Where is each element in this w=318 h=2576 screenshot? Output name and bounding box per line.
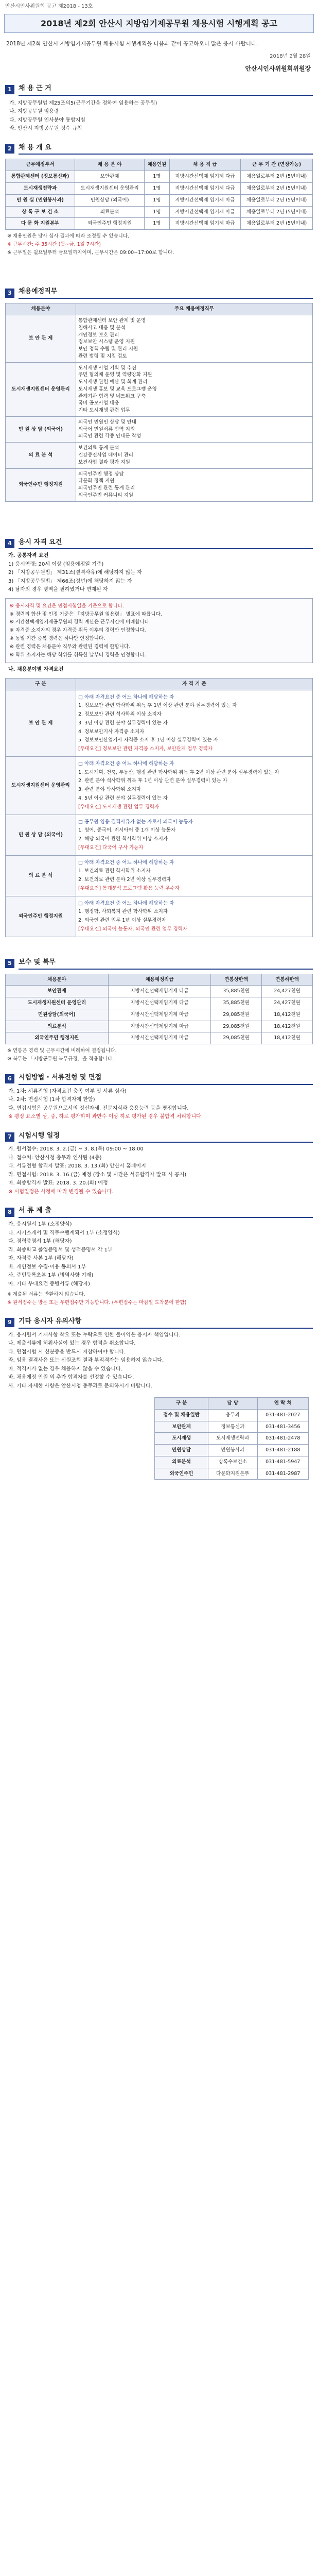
table-cell: 정보통신과	[208, 1421, 257, 1433]
table-cell: 031-481-2478	[257, 1433, 308, 1445]
notice-item: ※ 응시자격 및 요건은 면접시험일을 기준으로 합니다.	[10, 603, 124, 609]
duty-item: 도시재생 관련 예산 및 회계 관리	[78, 379, 148, 385]
notice-item: ※ 경력의 합산 및 인정 기준은 「지방공무원 임용령」 별표에 따릅니다.	[10, 611, 162, 617]
table-row	[155, 1409, 309, 1421]
table-cell: 도시재생	[155, 1433, 208, 1445]
table-header: 구 분	[6, 678, 76, 690]
section-1-header	[5, 84, 313, 96]
notice-item: ※ 관련 경력은 채용분야 직무와 관련된 경력에 한합니다.	[10, 643, 131, 650]
preferred-requirements: [우대요건] 다국어 구사 가능자	[78, 844, 144, 851]
list-item: 사. 주민등록초본 1부 (병역사항 기재)	[8, 1273, 94, 1279]
criteria-item: 1. 도시계획, 건축, 부동산, 행정 관련 학사학위 취득 후 2년 이상 관련 분야 실무경력이 있는 자	[78, 769, 279, 775]
list-item: 마. 최종합격자 발표: 2018. 3. 20.(화) 예정	[8, 1180, 108, 1187]
note-item: ※ 복무는 「지방공무원 복무규정」을 적용합니다.	[7, 1056, 114, 1062]
duty-field: 외국인주민 행정지원	[6, 468, 76, 501]
duty-item: 침해사고 대응 및 분석	[78, 325, 126, 331]
table-cell: 35,885천원	[211, 986, 262, 997]
table-cell: 지방시간선택제임기제 마급	[108, 1009, 210, 1021]
list-item: 나. 2차: 면접시험 (1차 합격자에 한함)	[8, 1097, 95, 1103]
duty-item: 관련 법령 및 지침 검토	[78, 353, 127, 359]
breadcrumb: 안산시인사위원회 공고 제2018 - 13호	[5, 4, 93, 9]
table-cell: 민원봉사과	[208, 1445, 257, 1456]
table-cell: 35,885천원	[211, 997, 262, 1009]
table-row	[155, 1433, 309, 1445]
list-item: 가. 원서접수: 2018. 3. 2.(금) ~ 3. 8.(목) 09:00 ~ 18:00	[8, 1146, 144, 1153]
table-row	[6, 171, 313, 183]
notice-item: ※ 자격증 소지자의 경우 자격증 취득 이후의 경력만 인정합니다.	[10, 628, 146, 634]
duty-item: 보안 정책 수립 및 관리 지원	[78, 346, 138, 352]
table-cell: 다 문 화 지원본부	[6, 218, 75, 230]
table-cell: 1명	[145, 194, 169, 206]
legal-basis-list	[9, 100, 309, 133]
table-cell: 상록수보건소	[208, 1456, 257, 1468]
criteria-item: 1. 행정학, 사회복지 관련 학사학위 소지자	[78, 909, 168, 915]
list-item: 나. 지방공무원 임용령	[9, 109, 59, 115]
list-item: 가. 지방공무원법 제25조의5(근무기간을 정하여 임용하는 공무원)	[9, 100, 157, 106]
list-item: 아. 기타 우대요건 증빙서류 (해당자)	[8, 1281, 90, 1287]
duty-item: 국비 공모사업 대응	[78, 400, 119, 406]
recruitment-overview-table	[5, 159, 313, 230]
duty-field: 보 안 관 제	[6, 315, 76, 362]
list-item: 마. 자격증 사본 1부 (해당자)	[8, 1256, 74, 1262]
list-item: 다. 경력증명서 1부 (해당자)	[8, 1239, 72, 1245]
criteria-item: 2. 보건의료 관련 분야 2년 이상 실무경력자	[78, 877, 171, 883]
table-cell: 민원상담(외국어)	[6, 1009, 109, 1021]
table-cell: 1명	[145, 218, 169, 230]
table-cell: 031-481-2027	[257, 1409, 308, 1421]
table-cell: 지방시간선택제임기제 마급	[108, 1021, 210, 1032]
notices-list	[8, 1332, 310, 1391]
section-9-header	[5, 1317, 313, 1329]
list-item: 2) 「지방공무원법」 제31조(결격사유)에 해당하지 않는 자	[8, 570, 142, 576]
table-cell: 1명	[145, 183, 169, 195]
duty-item: 외국인주민 행정 상담	[78, 471, 124, 477]
table-cell: 채용일로부터 2년 (5년이내)	[241, 183, 313, 195]
table-cell: 민원상담	[155, 1445, 208, 1456]
table-row	[6, 194, 313, 206]
duty-list	[76, 416, 313, 442]
table-cell: 외국인주민 행정지원	[6, 1032, 109, 1044]
criteria-item: 4. 5년 이상 관련 분야 실무경력이 있는 자	[78, 795, 168, 801]
section-number: 6	[5, 1074, 14, 1083]
duty-item: 외국인 민원인 상담 및 안내	[78, 419, 137, 425]
section-number: 7	[5, 1132, 14, 1142]
duty-item: 기타 도시재생 관련 업무	[78, 408, 130, 414]
table-cell: 의료분석	[75, 206, 144, 218]
intro-text	[6, 40, 312, 48]
table-cell: 18,412천원	[262, 1021, 313, 1032]
duty-item: 보건의료 통계 분석	[78, 445, 119, 451]
qualification-criteria	[76, 756, 313, 815]
duty-item: 보건사업 결과 평가 지원	[78, 459, 130, 465]
section-4-header	[5, 538, 313, 550]
section-number: 3	[5, 289, 14, 298]
criteria-item: 1. 보건의료 관련 학사학위 소지자	[78, 868, 151, 874]
table-cell: 채용일로부터 2년 (5년이내)	[241, 218, 313, 230]
section-title: 채 용 개 요	[19, 143, 313, 155]
criteria-item: 2. 정보보안 관련 석사학위 이상 소지자	[78, 711, 162, 718]
issuing-org: 안산시인사위원회위원장	[245, 65, 311, 73]
duty-item: 외국인주민 관련 통계 관리	[78, 485, 135, 492]
list-item: 다. 지방공무원 인사분야 통합지침	[9, 117, 85, 123]
contact-table	[154, 1397, 309, 1480]
list-item: 4) 남자의 경우 병역을 필하였거나 면제된 자	[8, 587, 108, 593]
documents-notes	[7, 1291, 311, 1307]
table-cell: 18,412천원	[262, 1032, 313, 1044]
section-title: 채용예정직무	[19, 287, 313, 299]
criteria-item: □ 아래 자격요건 중 어느 하나에 해당하는 자	[78, 760, 174, 767]
criteria-item: 2. 외국인 관련 업무 1년 이상 실무경력자	[78, 918, 166, 924]
table-cell: 접수 및 채용일반	[155, 1409, 208, 1421]
duty-item: 다문화 정책 지원	[78, 478, 115, 484]
table-cell: 지방시간선택제 임기제 다급	[169, 183, 241, 195]
duty-item: 도시재생 홍보 및 교육 프로그램 운영	[78, 386, 157, 392]
schedule-list	[8, 1146, 310, 1196]
criteria-item: 2. 해당 외국어 관련 학사학위 이상 소지자	[78, 836, 168, 842]
job-duties-table	[5, 303, 313, 501]
salary-notes	[7, 1047, 311, 1063]
section-number: 9	[5, 1318, 14, 1327]
duty-item: 통합관제센터 보안 관제 및 운영	[78, 317, 146, 324]
table-cell: 의료분석	[155, 1456, 208, 1468]
table-cell: 외국인주민 행정지원	[75, 218, 144, 230]
section-3-header	[5, 287, 313, 299]
criteria-item: 4. 정보보안기사 자격증 소지자	[78, 728, 145, 735]
qualification-field: 외국인주민 행정지원	[6, 896, 76, 937]
table-cell: 1명	[145, 171, 169, 183]
table-row	[6, 1032, 313, 1044]
table-header: 연봉상한액	[211, 974, 262, 986]
table-header: 연 락 처	[257, 1398, 308, 1410]
table-cell: 지방시간선택제임기제 다급	[108, 997, 210, 1009]
list-item: 바. 개인정보 수집·이용 동의서 1부	[8, 1264, 86, 1270]
documents-list	[8, 1221, 310, 1288]
table-cell: 29,085천원	[211, 1009, 262, 1021]
table-cell: 도시재생전략과	[6, 183, 75, 195]
list-item: 라. 안산시 지방공무원 정수 규칙	[9, 126, 82, 132]
duty-item: 관계기관 협력 및 네트워크 구축	[78, 393, 146, 399]
notice-item: ※ 학위 소지자는 해당 학위를 취득한 날부터 경력을 인정합니다.	[10, 652, 146, 658]
list-item: 나. 자기소개서 및 직무수행계획서 1부 (소정양식)	[8, 1230, 120, 1236]
table-cell: 총무과	[208, 1409, 257, 1421]
table-header: 채 용 분 야	[75, 159, 144, 171]
table-row	[6, 815, 313, 855]
table-cell: 031-481-2188	[257, 1445, 308, 1456]
subsection-title: 나. 채용분야별 자격요건	[8, 667, 64, 673]
table-cell: 24,427천원	[262, 986, 313, 997]
section-title: 시험방법 · 서류전형 및 면접	[19, 1073, 313, 1085]
criteria-item: 2. 관련 분야 석사학위 취득 후 1년 이상 관련 분야 실무경력이 있는 자	[78, 778, 227, 784]
list-item: 나. 접수처: 안산시청 총무과 인사팀 (4층)	[8, 1155, 102, 1161]
criteria-item: 5. 정보보안산업기사 자격증 소지 후 1년 이상 실무경력이 있는 자	[78, 737, 218, 743]
table-cell: 031-481-3456	[257, 1421, 308, 1433]
table-cell: 채용일로부터 2년 (5년이내)	[241, 171, 313, 183]
section-number: 8	[5, 1208, 14, 1217]
duty-item: 주민 협의체 운영 및 역량강화 지원	[78, 372, 152, 378]
table-row	[155, 1445, 309, 1456]
list-item: ※ 평정 요소별 상, 중, 하로 평가하며 과반수 이상 하로 평가된 경우 불합격 처리합니다.	[8, 1114, 203, 1120]
table-cell: 외국인주민	[155, 1468, 208, 1480]
section-title: 보수 및 복무	[19, 958, 313, 970]
list-item: ※ 시험일정은 사정에 따라 변경될 수 있습니다.	[8, 1189, 114, 1195]
table-cell: 다문화지원본부	[208, 1468, 257, 1480]
duty-field: 민 원 상 담 (외국어)	[6, 416, 76, 442]
notice-item: ※ 동일 기간 중복 경력은 하나만 인정합니다.	[10, 636, 105, 641]
table-row	[6, 896, 313, 937]
table-cell: 지방시간선택제임기제 다급	[108, 986, 210, 997]
table-cell: 031-481-5947	[257, 1456, 308, 1468]
list-item: 가. 응시원서 1부 (소정양식)	[8, 1222, 72, 1228]
common-requirements	[8, 552, 310, 594]
duty-field: 의 료 분 석	[6, 443, 76, 468]
table-row	[155, 1456, 309, 1468]
criteria-item: 3. 3년 이상 관련 분야 실무경력이 있는 자	[78, 720, 168, 726]
salary-table	[5, 974, 313, 1045]
list-item: 가. 응시원서 기재사항 착오 또는 누락으로 인한 불이익은 응시자 책임입니다.	[8, 1332, 181, 1338]
qualification-field: 의 료 분 석	[6, 855, 76, 896]
criteria-item: 1. 영어, 중국어, 러시아어 중 1개 이상 능통자	[78, 827, 176, 834]
duty-item: 정보보안 시스템 운영 지원	[78, 339, 135, 345]
preferred-requirements: [우대요건] 도시재생 관련 업무 경력자	[78, 804, 160, 810]
table-row	[6, 416, 313, 442]
criteria-item: □ 아래 자격요건 중 어느 하나에 해당하는 자	[78, 859, 174, 866]
table-row	[155, 1468, 309, 1480]
intro-paragraph: 2018년 제2회 안산시 지방임기제공무원 채용시험 시행계획을 다음과 같이 공고하오니 많은 응시 바랍니다.	[6, 40, 258, 47]
list-item: 라. 면접시험: 2018. 3. 16.(금) 예정 (장소 및 시간은 서류합격자 발표 시 공지)	[8, 1172, 187, 1178]
table-row	[6, 690, 313, 756]
list-item: 1) 응시연령: 20세 이상 (임용예정일 기준)	[8, 561, 104, 567]
table-row	[6, 1009, 313, 1021]
table-cell: 통합관제센터 (정보통신과)	[6, 171, 75, 183]
table-header: 채용분야	[6, 974, 109, 986]
table-header: 구 분	[155, 1398, 208, 1410]
list-item: 사. 기타 자세한 사항은 안산시청 총무과로 문의하시기 바랍니다.	[8, 1383, 152, 1389]
table-cell: 도시재생지원센터 운영관리	[75, 183, 144, 195]
section-title: 응시 자격 요건	[19, 538, 313, 550]
table-row	[6, 855, 313, 896]
preferred-requirements: [우대요건] 통계분석 프로그램 활용 능력 우수자	[78, 885, 180, 891]
duty-item: 외국인주민 커뮤니티 지원	[78, 492, 133, 498]
table-cell: 보안관제	[155, 1421, 208, 1433]
table-row	[6, 362, 313, 416]
criteria-item: □ 공무원 임용 결격사유가 없는 자로서 외국어 능통자	[78, 819, 193, 825]
specific-requirements-title	[8, 666, 310, 674]
table-cell: 상 록 구 보 건 소	[6, 206, 75, 218]
section-number: 5	[5, 959, 14, 968]
list-item: 라. 임용 결격사유 또는 신원조회 결과 부적격자는 임용하지 않습니다.	[8, 1358, 164, 1364]
table-cell: 채용일로부터 2년 (5년이내)	[241, 194, 313, 206]
table-row	[6, 756, 313, 815]
section-title: 기타 응시자 유의사항	[19, 1317, 313, 1329]
table-cell: 도시재생전략과	[208, 1433, 257, 1445]
table-header: 근 무 기 간 (연장가능)	[241, 159, 313, 171]
table-header: 담 당	[208, 1398, 257, 1410]
note-item: ※ 채용인원은 당사 심사 결과에 따라 조정될 수 있습니다.	[7, 233, 130, 240]
table-cell: 도시재생지원센터 운영관리	[6, 997, 109, 1009]
table-row	[6, 315, 313, 362]
table-header: 채용분야	[6, 303, 76, 315]
table-row	[6, 206, 313, 218]
table-header: 자 격 기 준	[76, 678, 313, 690]
table-header: 채용인원	[145, 159, 169, 171]
table-row	[6, 443, 313, 468]
table-cell: 지방시간선택제 임기제 다급	[169, 171, 241, 183]
qualification-field: 보 안 관 제	[6, 690, 76, 756]
table-row	[6, 986, 313, 997]
section-5-header	[5, 958, 313, 970]
duty-item: 외국어 민원서류 번역 지원	[78, 426, 135, 432]
qualification-criteria	[76, 815, 313, 855]
preferred-requirements: [우대요건] 정보보안 관련 자격증 소지자, 보안관제 업무 경력자	[78, 746, 213, 752]
table-cell: 의료분석	[6, 1021, 109, 1032]
qualification-field: 민 원 상 담 (외국어)	[6, 815, 76, 855]
section-6-header	[5, 1073, 313, 1085]
table-cell: 18,412천원	[262, 1009, 313, 1021]
qualification-criteria	[76, 855, 313, 896]
table-cell: 지방시간선택제 임기제 마급	[169, 206, 241, 218]
table-cell: 지방시간선택제 임기제 마급	[169, 194, 241, 206]
qualification-field: 도시재생지원센터 운영관리	[6, 756, 76, 815]
section-number: 1	[5, 85, 14, 94]
table-cell: 민원상담 (외국어)	[75, 194, 144, 206]
table-cell: 29,085천원	[211, 1021, 262, 1032]
exam-method-list	[8, 1088, 310, 1121]
list-item: 가. 1차: 서류전형 (자격요건 충족 여부 및 서류 심사)	[8, 1088, 127, 1094]
table-cell: 민 원 실 (민원봉사과)	[6, 194, 75, 206]
list-item: 나. 제출서류에 허위사실이 있는 경우 합격을 취소합니다.	[8, 1341, 136, 1347]
note-item: ※ 원서접수는 방문 또는 우편접수만 가능합니다. (우편접수는 마감일 도착분에 한함)	[7, 1299, 187, 1306]
qualification-table	[5, 678, 313, 937]
duty-item: 개인정보 보호 관리	[78, 332, 119, 338]
preferred-requirements: [우대요건] 외국어 능통자, 외국인 관련 업무 경력자	[78, 926, 188, 932]
list-item: 다. 면접시험은 공무원으로서의 정신자세, 전문지식과 응용능력 등을 평정합니다.	[8, 1105, 189, 1111]
duty-item: 건강증진사업 데이터 관리	[78, 452, 133, 458]
duty-item: 도시재생 사업 기획 및 추진	[78, 365, 137, 371]
table-cell: 보안관제	[75, 171, 144, 183]
section-title: 서 류 제 출	[19, 1206, 313, 1218]
section-title: 채 용 근 거	[19, 84, 313, 96]
table-cell: 보안관제	[6, 986, 109, 997]
requirements-notice-box	[5, 598, 313, 663]
note-item: ※ 근무일은 월요일부터 금요일까지이며, 근무시간은 09:00~17:00로 합니다.	[7, 249, 174, 256]
overview-notes	[7, 233, 311, 256]
list-item: 바. 채용예정 인원 외 추가 합격자를 선정할 수 있습니다.	[8, 1375, 134, 1381]
section-number: 4	[5, 539, 14, 548]
duty-field: 도시재생지원센터 운영관리	[6, 362, 76, 416]
subsection-title: 가. 공통자격 요건	[8, 553, 49, 559]
section-2-header	[5, 143, 313, 155]
qualification-criteria	[76, 896, 313, 937]
table-row	[6, 997, 313, 1009]
section-number: 2	[5, 144, 14, 154]
table-row	[6, 218, 313, 230]
table-cell: 지방시간선택제임기제 마급	[108, 1032, 210, 1044]
criteria-item: □ 아래 자격요건 중 어느 하나에 해당하는 자	[78, 900, 174, 906]
duty-item: 외국인 관련 각종 안내문 작성	[78, 433, 142, 439]
table-row	[6, 1021, 313, 1032]
table-header: 채용예정직급	[108, 974, 210, 986]
duty-list	[76, 362, 313, 416]
table-cell: 채용일로부터 2년 (5년이내)	[241, 206, 313, 218]
notice-item: ※ 시간선택제임기제공무원의 경력 계산은 근무시간에 비례합니다.	[10, 619, 151, 625]
table-row	[6, 183, 313, 195]
duty-list	[76, 443, 313, 468]
announcement-date: 2018년 2월 28일	[270, 53, 311, 59]
duty-list	[76, 315, 313, 362]
section-title: 시험시행 일정	[19, 1131, 313, 1143]
table-header: 근무예정부서	[6, 159, 75, 171]
note-item: ※ 제출된 서류는 반환하지 않습니다.	[7, 1292, 85, 1298]
duty-list	[76, 468, 313, 501]
table-header: 연봉하한액	[262, 974, 313, 986]
section-7-header	[5, 1131, 313, 1143]
table-row	[155, 1421, 309, 1433]
table-cell: 29,085천원	[211, 1032, 262, 1044]
table-header: 채 용 직 급	[169, 159, 241, 171]
section-8-header	[5, 1206, 313, 1218]
list-item: 다. 서류전형 합격자 발표: 2018. 3. 13.(화) 안산시 홈페이지	[8, 1163, 146, 1170]
list-item: 라. 최종학교 졸업증명서 및 성적증명서 각 1부	[8, 1247, 113, 1253]
table-cell: 지방시간선택제 임기제 마급	[169, 218, 241, 230]
note-item: ※ 근무시간: 주 35시간 (월~금, 1일 7시간)	[7, 241, 101, 247]
table-row	[6, 468, 313, 501]
criteria-item: 1. 정보보안 관련 학사학위 취득 후 1년 이상 관련 분야 실무경력이 있는 자	[78, 703, 237, 709]
list-item: 마. 적격자가 없는 경우 채용하지 않을 수 있습니다.	[8, 1366, 122, 1372]
list-item: 다. 면접시험 시 신분증을 반드시 지참하여야 합니다.	[8, 1349, 126, 1355]
list-item: 3) 「지방공무원법」 제66조(정년)에 해당하지 않는 자	[8, 578, 132, 584]
criteria-item: □ 아래 자격요건 중 어느 하나에 해당하는 자	[78, 694, 174, 700]
qualification-criteria	[76, 690, 313, 756]
criteria-item: 3. 관련 분야 박사학위 소지자	[78, 787, 142, 793]
table-cell: 1명	[145, 206, 169, 218]
table-header: 주요 채용예정직무	[76, 303, 313, 315]
page-title: 2018년 제2회 안산시 지방임기제공무원 채용시험 시행계획 공고	[4, 14, 314, 33]
table-cell: 031-481-2987	[257, 1468, 308, 1480]
note-item: ※ 연봉은 경력 및 근무시간에 비례하여 결정됩니다.	[7, 1048, 117, 1054]
table-cell: 24,427천원	[262, 997, 313, 1009]
